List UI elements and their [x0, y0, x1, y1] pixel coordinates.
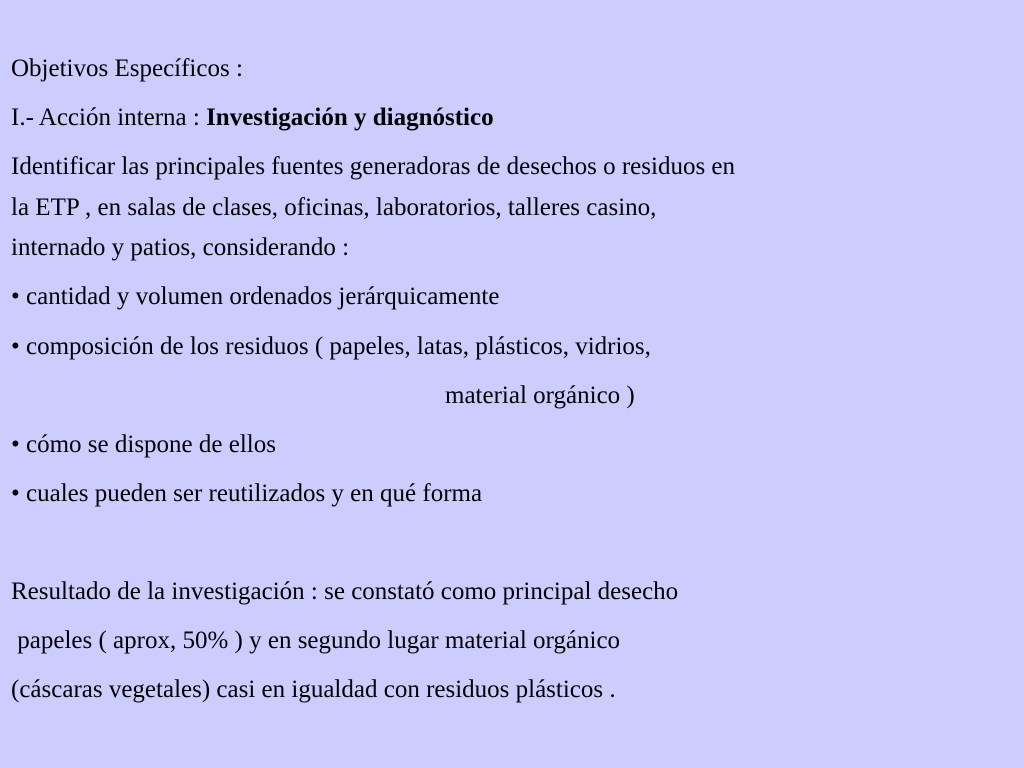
- bullet-item: • cuales pueden ser reutilizados y en qué forma: [11, 480, 483, 507]
- bullet-item: • cantidad y volumen ordenados jerárquicamente: [11, 283, 500, 310]
- bullet-item: • cómo se dispone de ellos: [11, 431, 276, 458]
- action-title: Investigación y diagnóstico: [206, 104, 494, 131]
- heading: Objetivos Específicos :: [11, 55, 243, 82]
- result-line-1: Resultado de la investigación : se constató como principal desecho: [11, 578, 679, 605]
- result-line-2: papeles ( aprox, 50% ) y en segundo lugar material orgánico: [11, 627, 621, 654]
- bullet-continuation: material orgánico ): [445, 382, 635, 409]
- action-prefix: I.- Acción interna :: [11, 104, 207, 131]
- paragraph-line-1: Identificar las principales fuentes generadoras de desechos o residuos en: [11, 153, 736, 180]
- result-line-3: (cáscaras vegetales) casi en igualdad con residuos plásticos .: [11, 676, 616, 703]
- paragraph-line-2: la ETP , en salas de clases, oficinas, laboratorios, talleres casino,: [11, 194, 657, 221]
- paragraph-line-3: internado y patios, considerando :: [11, 234, 350, 261]
- bullet-item: • composición de los residuos ( papeles, latas, plásticos, vidrios,: [11, 333, 651, 360]
- action-line: [11, 101, 494, 135]
